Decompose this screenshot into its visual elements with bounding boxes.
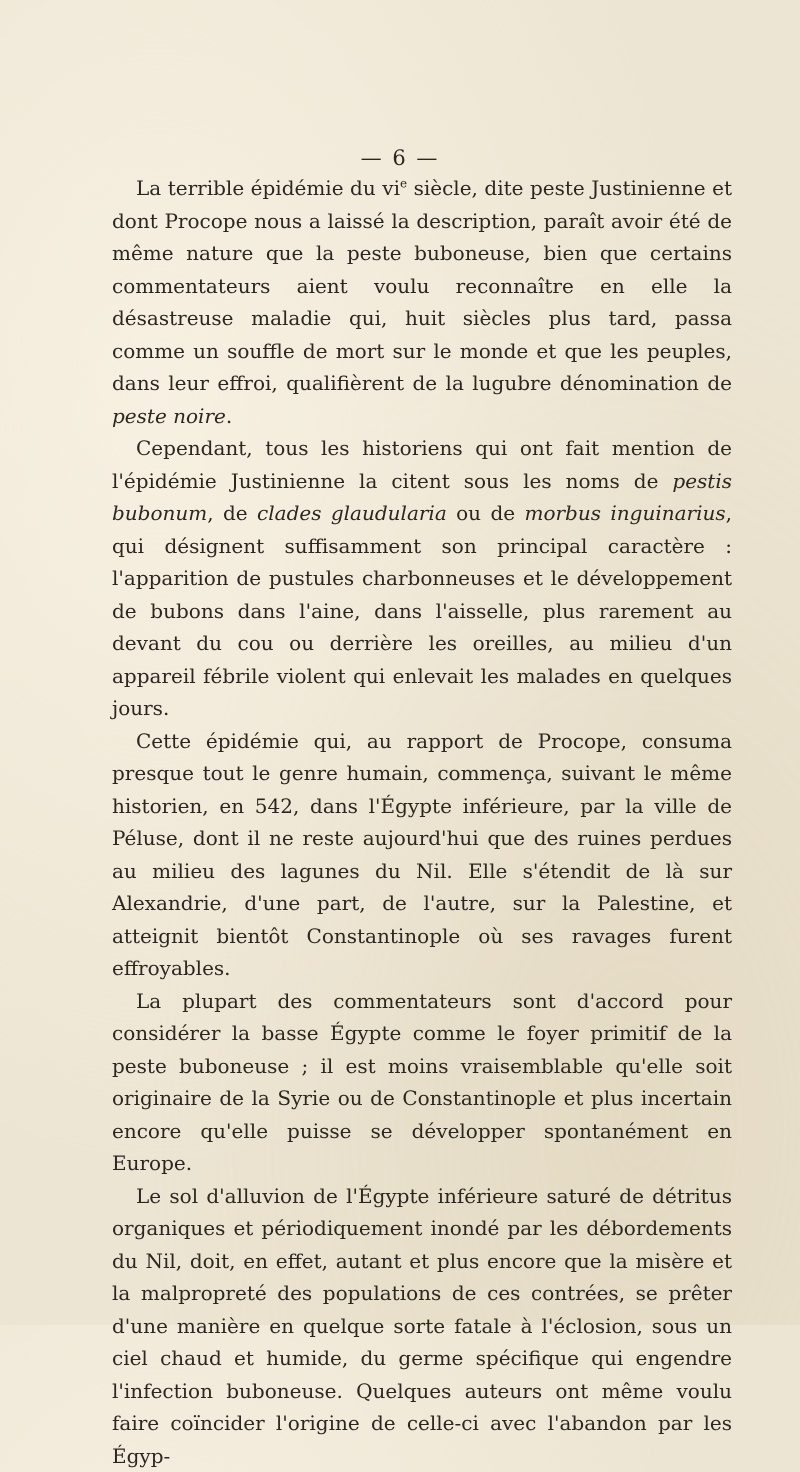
p1-italic-peste-noire: peste noire bbox=[112, 404, 226, 428]
p1-text-a: La terrible épidémie du bbox=[136, 176, 382, 200]
p2-text-d: , qui désignent suffisamment son principal caractère : l'apparition de pustules charbonneuses et le développement de bubons dans l'aine, dans l'aisselle, plus rarement au devant du cou ou derrière les oreilles, au milieu d'un appareil fébrile violent qui enlevait les malades en quelques jours. bbox=[112, 501, 732, 720]
page-number: — 6 — bbox=[0, 146, 800, 170]
p2-text-b: , de bbox=[207, 501, 257, 525]
paragraph-3: Cette épidémie qui, au rapport de Procope, consuma presque tout le genre humain, commença, suivant le même historien, en 542, dans l'Égypte inférieure, par la ville de Péluse, dont il ne reste aujourd'hui que des ruines perdues au milieu des lagunes du Nil. Elle s'étendit de là sur Alexandrie, d'une part, de l'autre, sur la Palestine, et atteignit bientôt Constantinople où ses ravages furent effroyables. bbox=[112, 725, 732, 985]
paragraph-1 bbox=[112, 172, 732, 432]
p2-text-c: ou de bbox=[447, 501, 525, 525]
paragraph-4: La plupart des commentateurs sont d'accord pour considérer la basse Égypte comme le foyer primitif de la peste buboneuse ; il est moins vraisemblable qu'elle soit originaire de la Syrie ou de Constantinople et plus incertain encore qu'elle puisse se développer spontanément en Europe. bbox=[112, 985, 732, 1180]
p2-italic-2: clades glaudularia bbox=[257, 501, 447, 525]
p2-text-a: Cependant, tous les historiens qui ont fait mention de l'épidémie Justinienne la citent sous les noms de bbox=[112, 436, 732, 493]
paragraph-5: Le sol d'alluvion de l'Égypte inférieure saturé de détritus organiques et périodiquement inondé par les débordements du Nil, doit, en effet, autant et plus encore que la misère et la malpropreté des populations de ces contrées, se prêter d'une manière en quelque sorte fatale à l'éclosion, sous un ciel chaud et humide, du germe spécifique qui engendre l'infection buboneuse. Quelques auteurs ont même voulu faire coïncider l'origine de celle-ci avec l'abandon par les Égyp- bbox=[112, 1180, 732, 1472]
p2-italic-1: pestis bubonum bbox=[112, 469, 732, 526]
p1-century: vi bbox=[382, 176, 400, 200]
p1-text-b: siècle, dite peste Justinienne et dont Procope nous a laissé la description, paraît avoir été de même nature que la peste buboneuse, bien que certains commentateurs aient voulu reconnaître en elle la désastreuse maladie qui, huit siècles plus tard, passa comme un souffle de mort sur le monde et que les peuples, dans leur effroi, qualifièrent de la lugubre dénomination de bbox=[112, 176, 732, 395]
p2-italic-3: morbus inguinarius bbox=[524, 501, 725, 525]
paragraph-2 bbox=[112, 432, 732, 725]
body-text bbox=[112, 172, 732, 1472]
p1-century-sup: e bbox=[400, 176, 407, 190]
p1-text-c: . bbox=[226, 404, 232, 428]
